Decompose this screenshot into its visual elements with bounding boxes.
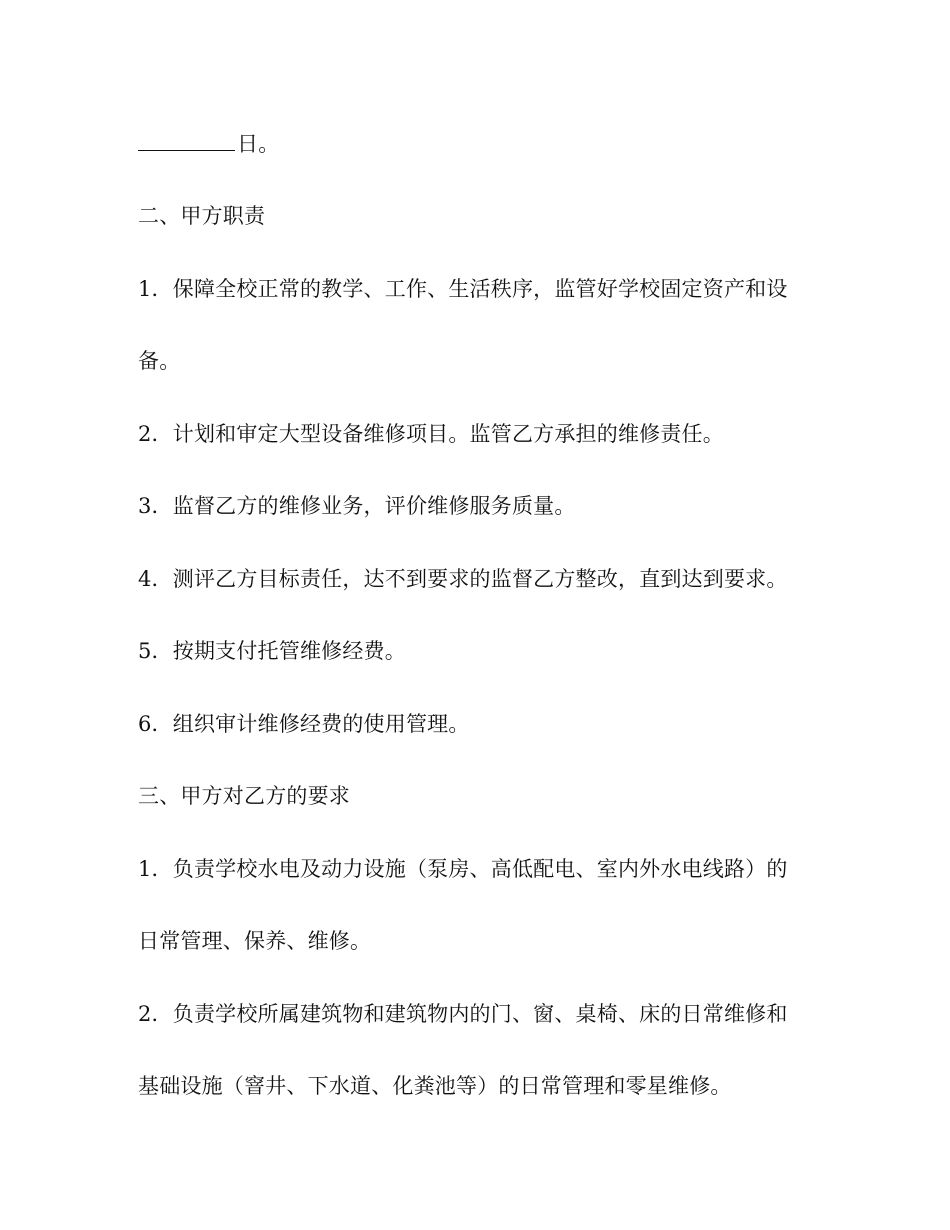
paragraph-line: 2．负责学校所属建筑物和建筑物内的门、窗、桌椅、床的日常维修和 (138, 1002, 788, 1026)
paragraph-line: 日常管理、保养、维修。 (138, 929, 372, 953)
paragraph-line: 1．负责学校水电及动力设施（泵房、高低配电、室内外水电线路）的 (138, 857, 788, 881)
date-line-text: 日。 (237, 132, 280, 156)
paragraph-line: 2．计划和审定大型设备维修项目。监管乙方承担的维修责任。 (138, 422, 724, 446)
paragraph-line: 4．测评乙方目标责任，达不到要求的监督乙方整改，直到达到要求。 (138, 567, 788, 591)
paragraph-line: 备。 (138, 349, 181, 373)
paragraph-line: 3．监督乙方的维修业务，评价维修服务质量。 (138, 494, 576, 518)
section-heading-party-a-duties: 二、甲方职责 (138, 204, 266, 228)
date-line (138, 129, 818, 159)
section-heading-requirements: 三、甲方对乙方的要求 (138, 784, 350, 808)
paragraph-line: 基础设施（窨井、下水道、化粪池等）的日常管理和零星维修。 (138, 1074, 732, 1098)
paragraph-line: 6．组织审计维修经费的使用管理。 (138, 712, 470, 736)
paragraph-line: 1．保障全校正常的教学、工作、生活秩序，监管好学校固定资产和设 (138, 277, 788, 301)
fill-in-blank (138, 130, 235, 151)
paragraph-line: 5．按期支付托管维修经费。 (138, 639, 406, 663)
